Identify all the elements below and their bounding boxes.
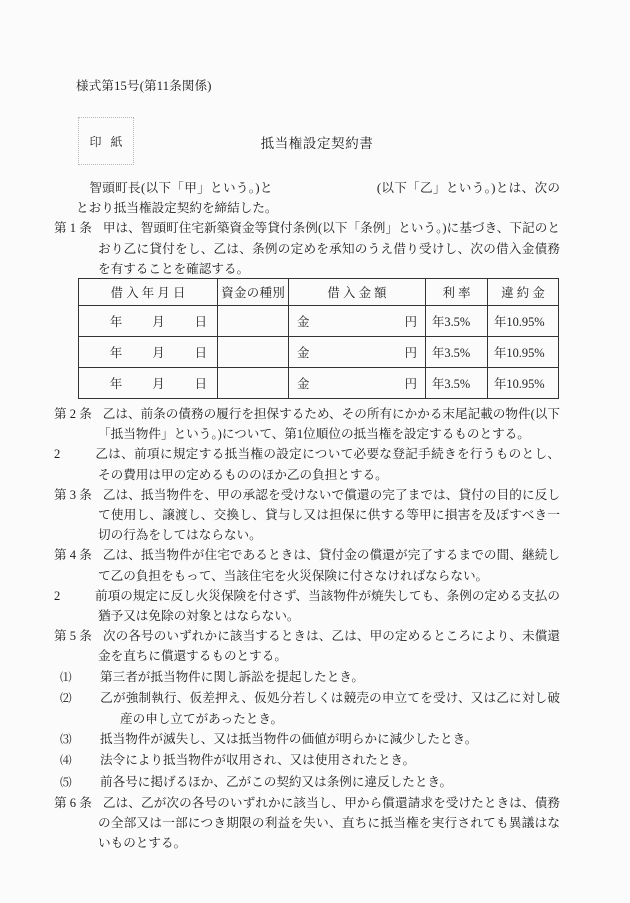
cell-borrow-amount[interactable] — [289, 306, 426, 337]
articles-section — [54, 404, 560, 853]
loan-table-head — [79, 279, 559, 306]
cell-interest-rate: 年3.5% — [426, 306, 488, 337]
article-6-label: 第 6 条 — [54, 795, 92, 810]
article-2-label: 第 2 条 — [54, 407, 92, 421]
article-6 — [54, 793, 560, 854]
amount-suffix: 円 — [404, 377, 417, 391]
cell-interest-rate: 年3.5% — [426, 337, 488, 368]
lead-paragraph — [76, 178, 560, 218]
article-4 — [54, 545, 560, 585]
amount-suffix: 円 — [404, 315, 417, 329]
cell-borrow-amount[interactable] — [289, 368, 426, 399]
cell-fund-type[interactable] — [218, 306, 289, 337]
loan-table-wrapper — [78, 278, 558, 399]
amount-suffix: 円 — [404, 346, 417, 360]
cell-fund-type[interactable] — [218, 337, 289, 368]
item-text: 前各号に掲げるほか、乙がこの契約又は条例に違反したとき。 — [100, 774, 453, 789]
article-3 — [54, 485, 560, 546]
article-4-text: 乙は、抵当物件が住宅であるときは、貸付金の償還が完了するまでの間、継続して乙の負担をもって、当該住宅を火災保険に付さなければならない。 — [98, 548, 560, 583]
loan-table — [78, 278, 559, 399]
article-3-label: 第 3 条 — [54, 487, 92, 502]
article-2-clause-2-text: 乙は、前項に規定する抵当権の設定について必要な登記手続きを行うものとし、その費用は甲の定めるもののほか乙の負担とする。 — [95, 447, 560, 482]
col-header-borrow-amount: 借入金額 — [289, 279, 426, 306]
article-1-label: 第 1 条 — [54, 221, 92, 236]
date-day: 日 — [194, 315, 207, 329]
table-row — [79, 368, 559, 399]
article-5-text: 次の各号のいずれかに該当するときは、乙は、甲の定めるところにより、未償還金を直ちに償還するものとする。 — [98, 629, 560, 664]
amount-prefix: 金 — [297, 315, 310, 329]
col-header-borrow-date: 借入年月日 — [79, 279, 218, 306]
item-text: 第三者が抵当物件に関し訴訟を提起したとき。 — [100, 669, 364, 684]
col-header-fund-type: 資金の種別 — [218, 279, 289, 306]
lead-text-part-2: (以下「乙」という。)とは、次のとおり抵当権設定契約を締結した。 — [76, 181, 560, 216]
item-text: 乙が強制執行、仮差押え、仮処分若しくは競売の申立てを受け、又は乙に対し破産の申し立てがあったとき。 — [100, 690, 560, 727]
article-3-text: 乙は、抵当物件を、甲の承認を受けないで償還の完了までは、貸付の目的に反して使用し、譲渡し、交換し、貸与し又は担保に供する等甲に損害を及ぼすべき一切の行為をしてはならない。 — [98, 487, 560, 543]
item-text: 法令により抵当物件が収用され、又は使用されたとき。 — [100, 753, 416, 768]
table-row — [79, 306, 559, 337]
stamp-box-label-in: 印 — [89, 134, 102, 149]
article-6-text: 乙は、乙が次の各号のいずれかに該当し、甲から償還請求を受けたときは、債務の全部又は一部につき期限の利益を失い、直ちに抵当権を実行されても異議はないものとする。 — [98, 795, 560, 851]
item-text: 抵当物件が滅失し、又は抵当物件の価値が明らかに減少したとき。 — [100, 732, 478, 747]
title-row — [76, 117, 558, 167]
table-row — [79, 337, 559, 368]
article-2-clause-2: 2 乙は、前項に規定する抵当権の設定について必要な登記手続きを行うものとし、その費用は甲の定めるもののほか乙の負担とする。 — [54, 447, 560, 482]
article-2 — [54, 404, 560, 444]
cell-penalty: 年10.95% — [488, 337, 559, 368]
date-day: 日 — [194, 377, 207, 391]
list-item: ⑵ 乙が強制執行、仮差押え、仮処分若しくは競売の申立てを受け、又は乙に対し破産の申し立てがあったとき。 — [60, 690, 560, 727]
amount-prefix: 金 — [297, 377, 310, 391]
cell-penalty: 年10.95% — [488, 306, 559, 337]
cell-borrow-date[interactable] — [79, 368, 218, 399]
cell-borrow-amount[interactable] — [289, 337, 426, 368]
col-header-penalty: 違約金 — [488, 279, 559, 306]
date-year: 年 — [109, 315, 123, 329]
article-1-text: 甲は、智頭町住宅新築資金等貸付条例(以下「条例」という。)に基づき、下記のとおり乙に貸付をし、乙は、条例の定めを承知のうえ借り受けし、次の借入金債務を有することを確認する。 — [98, 221, 560, 276]
article-4-clause-2: 2 前項の規定に反し火災保険を付さず、当該物件が焼失しても、条例の定める支払の猶予又は免除の対象とはならない。 — [54, 588, 560, 624]
date-month: 月 — [152, 377, 165, 391]
form-number-label: 様式第15号(第11条関係) — [76, 79, 212, 93]
date-year: 年 — [109, 346, 123, 360]
article-5-label: 第 5 条 — [54, 629, 92, 644]
article-5 — [54, 626, 560, 666]
col-header-interest-rate: 利率 — [426, 279, 488, 306]
list-item: ⑶ 抵当物件が滅失し、又は抵当物件の価値が明らかに減少したとき。 — [60, 732, 478, 747]
lead-section — [54, 178, 560, 279]
cell-fund-type[interactable] — [218, 368, 289, 399]
lead-text-part-1: 智頭町長(以下「甲」という。)と — [89, 181, 273, 195]
loan-table-body — [79, 306, 559, 399]
page-title: 抵当権設定契約書 — [260, 136, 374, 151]
article-4-clause-2-text: 前項の規定に反し火災保険を付さず、当該物件が焼失しても、条例の定める支払の猶予又は免除の対象とはならない。 — [95, 588, 560, 624]
article-4-label: 第 4 条 — [54, 548, 92, 563]
date-year: 年 — [109, 377, 123, 391]
stamp-box-label-shi: 紙 — [110, 134, 123, 149]
date-month: 月 — [152, 346, 165, 360]
date-day: 日 — [194, 346, 207, 360]
list-item: ⑷ 法令により抵当物件が収用され、又は使用されたとき。 — [60, 753, 416, 768]
cell-borrow-date[interactable] — [79, 337, 218, 368]
amount-prefix: 金 — [297, 346, 310, 360]
list-item: ⑴ 第三者が抵当物件に関し訴訟を提起したとき。 — [60, 669, 364, 684]
article-2-text: 乙は、前条の債務の履行を担保するため、その所有にかかる末尾記載の物件(以下「抵当物件」という。)について、第1位順位の抵当権を設定するものとする。 — [98, 407, 560, 442]
article-1 — [54, 218, 560, 279]
table-header-row — [79, 279, 559, 306]
cell-penalty: 年10.95% — [488, 368, 559, 399]
cell-interest-rate: 年3.5% — [426, 368, 488, 399]
cell-borrow-date[interactable] — [79, 306, 218, 337]
date-month: 月 — [152, 315, 165, 329]
list-item: ⑸ 前各号に掲げるほか、乙がこの契約又は条例に違反したとき。 — [60, 774, 453, 789]
